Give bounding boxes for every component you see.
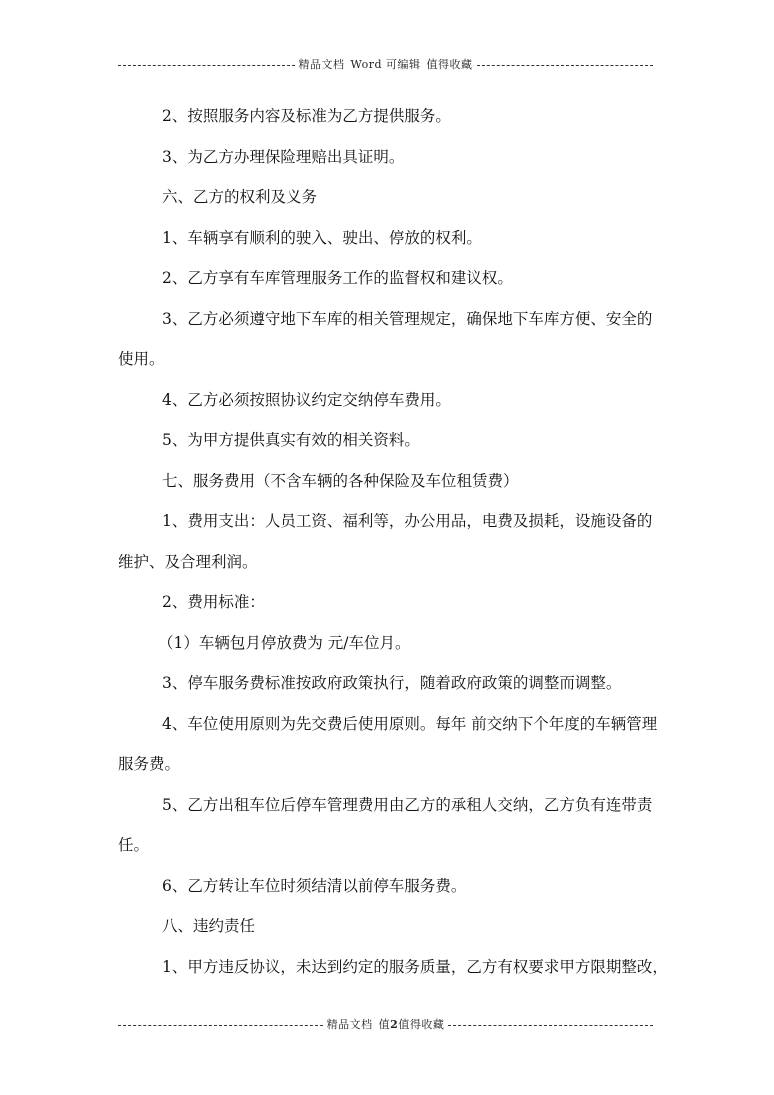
header-middle-text: Word 可编辑 bbox=[350, 58, 421, 71]
paragraph: 3、为乙方办理保险理赔出具证明。 bbox=[162, 147, 405, 166]
paragraph: 1、车辆享有顺利的驶入、驶出、停放的权利。 bbox=[162, 228, 482, 247]
paragraph: 3、停车服务费标准按政府政策执行，随着政府政策的调整而调整。 bbox=[162, 674, 622, 692]
page-header bbox=[118, 58, 653, 72]
page-number: 2 bbox=[390, 1018, 399, 1031]
paragraph: 2、按照服务内容及标准为乙方提供服务。 bbox=[162, 107, 451, 125]
header-left-text: 精品文档 bbox=[298, 58, 345, 71]
paragraph: 维护、及合理利润。 bbox=[118, 552, 258, 571]
paragraph: 六、乙方的权利及义务 bbox=[162, 188, 318, 206]
paragraph: 5、为甲方提供真实有效的相关资料。 bbox=[162, 431, 420, 449]
footer-overlap bbox=[377, 1018, 447, 1032]
footer-rule-right bbox=[448, 1025, 653, 1026]
document-body bbox=[118, 96, 668, 987]
paragraph: 2、乙方享有车库管理服务工作的监督权和建议权。 bbox=[162, 269, 513, 287]
footer-overlap-text: 值 bbox=[378, 1018, 391, 1031]
paragraph: 使用。 bbox=[118, 350, 165, 368]
paragraph: 4、乙方必须按照协议约定交纳停车费用。 bbox=[162, 390, 451, 409]
footer-rule-left bbox=[118, 1025, 323, 1026]
paragraph: 5、乙方出租车位后停车管理费用由乙方的承租人交纳，乙方负有连带责 bbox=[162, 795, 653, 814]
paragraph: 七、服务费用（不含车辆的各种保险及车位租赁费） bbox=[162, 471, 519, 490]
page-footer bbox=[118, 1018, 653, 1032]
paragraph: 4、车位使用原则为先交费后使用原则。每年 前交纳下个年度的车辆管理 bbox=[162, 714, 658, 733]
paragraph: 任。 bbox=[118, 836, 150, 854]
paragraph: 服务费。 bbox=[118, 755, 181, 773]
header-rule-left bbox=[118, 65, 295, 66]
paragraph: 八、违约责任 bbox=[162, 917, 256, 935]
header-rule-right bbox=[477, 65, 654, 66]
paragraph: 6、乙方转让车位时须结清以前停车服务费。 bbox=[162, 876, 467, 895]
paragraph: 1、甲方违反协议，未达到约定的服务质量，乙方有权要求甲方限期整改， bbox=[162, 957, 668, 976]
footer-right-text: 值得收藏 bbox=[398, 1018, 445, 1031]
paragraph: 2、费用标准： bbox=[162, 593, 265, 611]
footer-left-text: 精品文档 bbox=[326, 1018, 373, 1031]
paragraph: 1、费用支出：人员工资、福利等，办公用品，电费及损耗，设施设备的 bbox=[162, 512, 653, 530]
header-right-text: 值得收藏 bbox=[426, 58, 473, 71]
paragraph: 3、乙方必须遵守地下车库的相关管理规定，确保地下车库方便、安全的 bbox=[162, 309, 653, 328]
paragraph: （1）车辆包月停放费为 元/车位月。 bbox=[158, 633, 411, 652]
